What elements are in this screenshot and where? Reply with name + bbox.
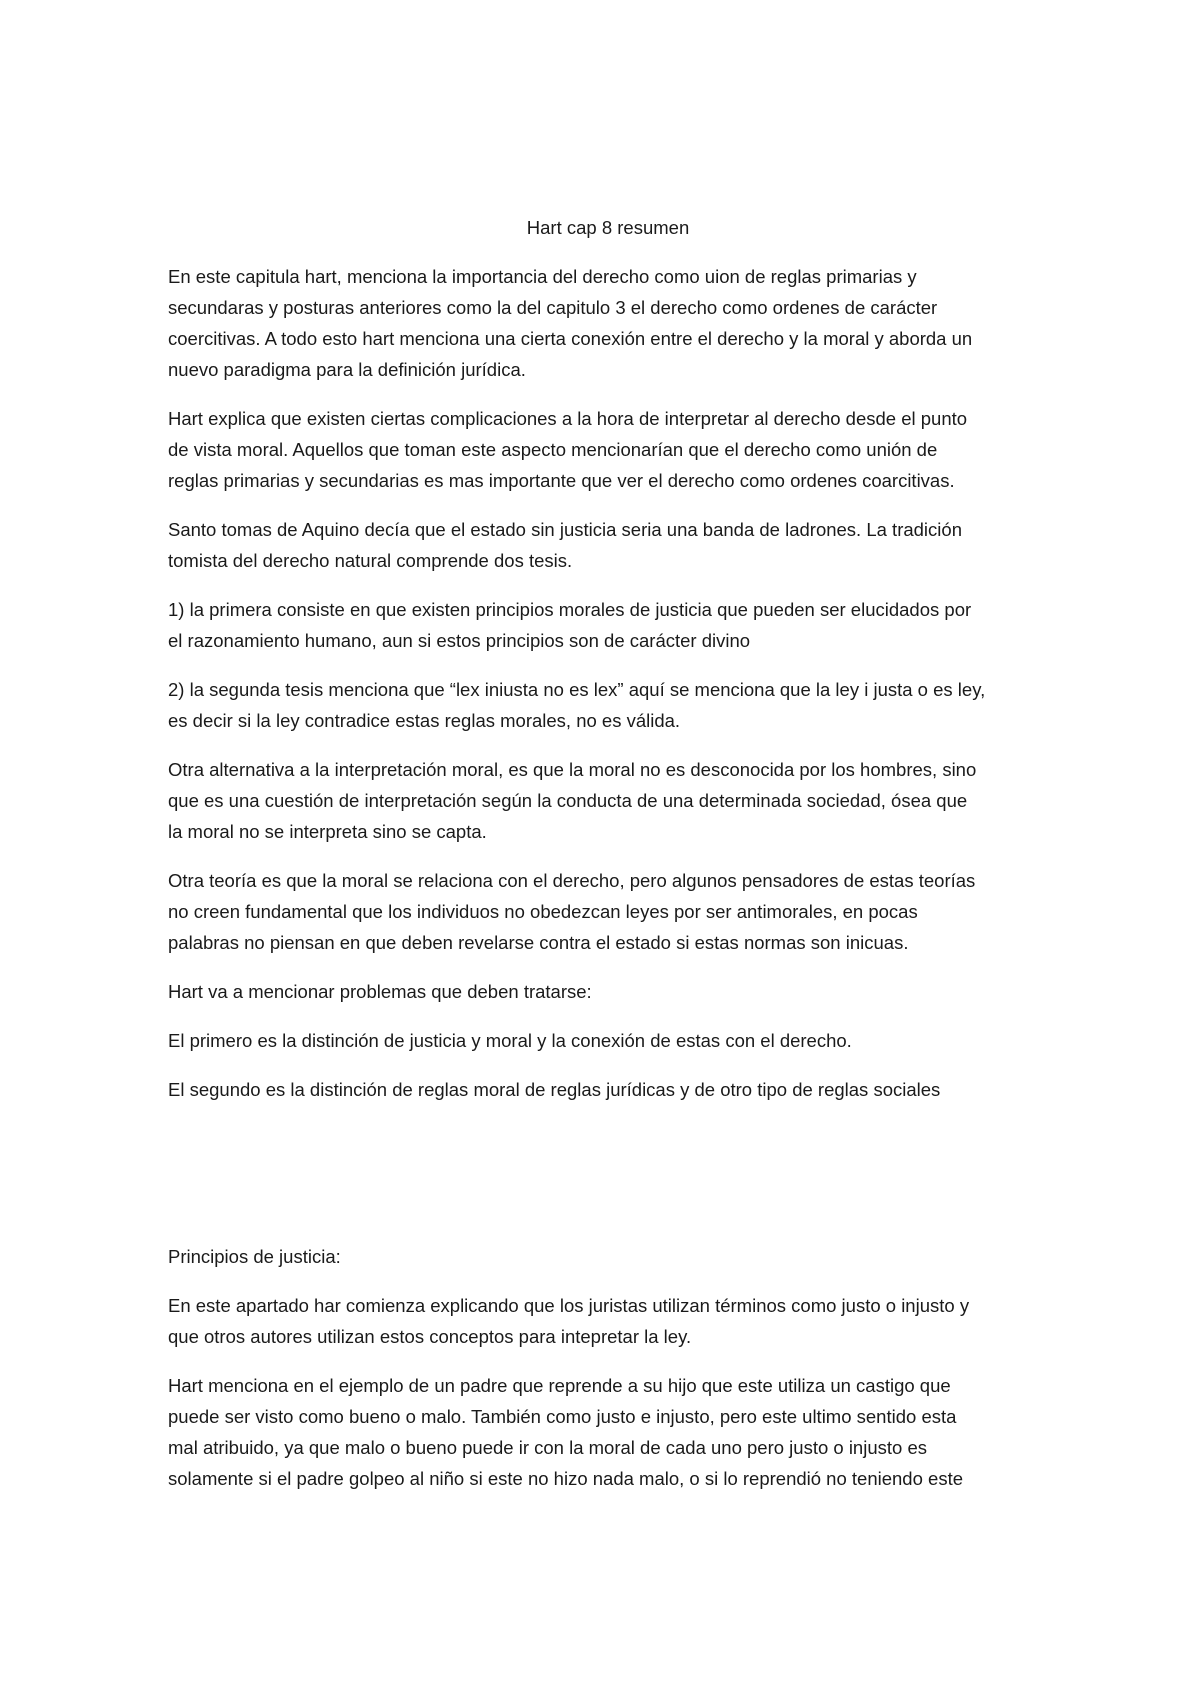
blank-space [168,1123,1048,1241]
paragraph-line: coercitivas. A todo esto hart menciona una cierta conexión entre el derecho y la moral y aborda un [168,328,973,349]
section-heading [168,1241,1048,1272]
paragraph-line: Hart menciona en el ejemplo de un padre que reprende a su hijo que este utiliza un castigo que [168,1375,951,1396]
paragraph-line: mal atribuido, ya que malo o bueno puede ir con la moral de cada uno pero justo o injusto es [168,1437,927,1458]
paragraph-line: secundaras y posturas anteriores como la del capitulo 3 el derecho como ordenes de carácter [168,297,938,318]
paragraph-line: que otros autores utilizan estos conceptos para intepretar la ley. [168,1326,692,1347]
paragraph-line: de vista moral. Aquellos que toman este aspecto mencionarían que el derecho como unión de [168,439,938,460]
paragraph-intro [168,261,1048,385]
paragraph-justice-terms [168,1290,1048,1352]
paragraph-line: Otra teoría es que la moral se relaciona con el derecho, pero algunos pensadores de estas teorías [168,870,976,891]
paragraph-complications [168,403,1048,496]
paragraph-line: puede ser visto como bueno o malo. También como justo e injusto, pero este ultimo sentido esta [168,1406,957,1427]
paragraph-line: Hart va a mencionar problemas que deben tratarse: [168,981,592,1002]
document-body [168,212,1048,1512]
paragraph-line: Otra alternativa a la interpretación moral, es que la moral no es desconocida por los hombres, sino [168,759,977,780]
paragraph-line: palabras no piensan en que deben revelarse contra el estado si estas normas son inicuas. [168,932,909,953]
paragraph-line: Hart explica que existen ciertas complicaciones a la hora de interpretar al derecho desde el punto [168,408,968,429]
document-title: Hart cap 8 resumen [526,217,690,238]
paragraph-aquino [168,514,1048,576]
paragraph-line: solamente si el padre golpeo al niño si este no hizo nada malo, o si lo reprendió no teniendo este [168,1468,963,1489]
paragraph-line: 1) la primera consiste en que existen principios morales de justicia que pueden ser elucidados por [168,599,972,620]
paragraph-line: En este capitula hart, menciona la importancia del derecho como uion de reglas primarias y [168,266,917,287]
paragraph-other-theory [168,865,1048,958]
paragraph-problem-1 [168,1025,1048,1056]
paragraph-line: El segundo es la distinción de reglas moral de reglas jurídicas y de otro tipo de reglas sociales [168,1079,941,1100]
paragraph-line: nuevo paradigma para la definición jurídica. [168,359,526,380]
paragraph-line: El primero es la distinción de justicia y moral y la conexión de estas con el derecho. [168,1030,852,1051]
paragraph-line: tomista del derecho natural comprende dos tesis. [168,550,573,571]
paragraph-line: es decir si la ley contradice estas reglas morales, no es válida. [168,710,681,731]
paragraph-problem-2 [168,1074,1048,1105]
paragraph-line: Santo tomas de Aquino decía que el estado sin justicia seria una banda de ladrones. La tradición [168,519,962,540]
paragraph-line: el razonamiento humano, aun si estos principios son de carácter divino [168,630,751,651]
paragraph-line: no creen fundamental que los individuos no obedezcan leyes por ser antimorales, en pocas [168,901,918,922]
paragraph-problems-intro [168,976,1048,1007]
paragraph-thesis-2 [168,674,1048,736]
paragraph-line: la moral no se interpreta sino se capta. [168,821,487,842]
paragraph-thesis-1 [168,594,1048,656]
paragraph-line: que es una cuestión de interpretación según la conducta de una determinada sociedad, ósea que [168,790,968,811]
paragraph-line: reglas primarias y secundarias es mas importante que ver el derecho como ordenes coarcitivas. [168,470,955,491]
paragraph-father-example [168,1370,1048,1494]
paragraph-line: 2) la segunda tesis menciona que “lex iniusta no es lex” aquí se menciona que la ley i justa o es ley, [168,679,986,700]
paragraph-line: En este apartado har comienza explicando que los juristas utilizan términos como justo o injusto y [168,1295,970,1316]
paragraph-alternative [168,754,1048,847]
section-heading-text: Principios de justicia: [168,1246,341,1267]
